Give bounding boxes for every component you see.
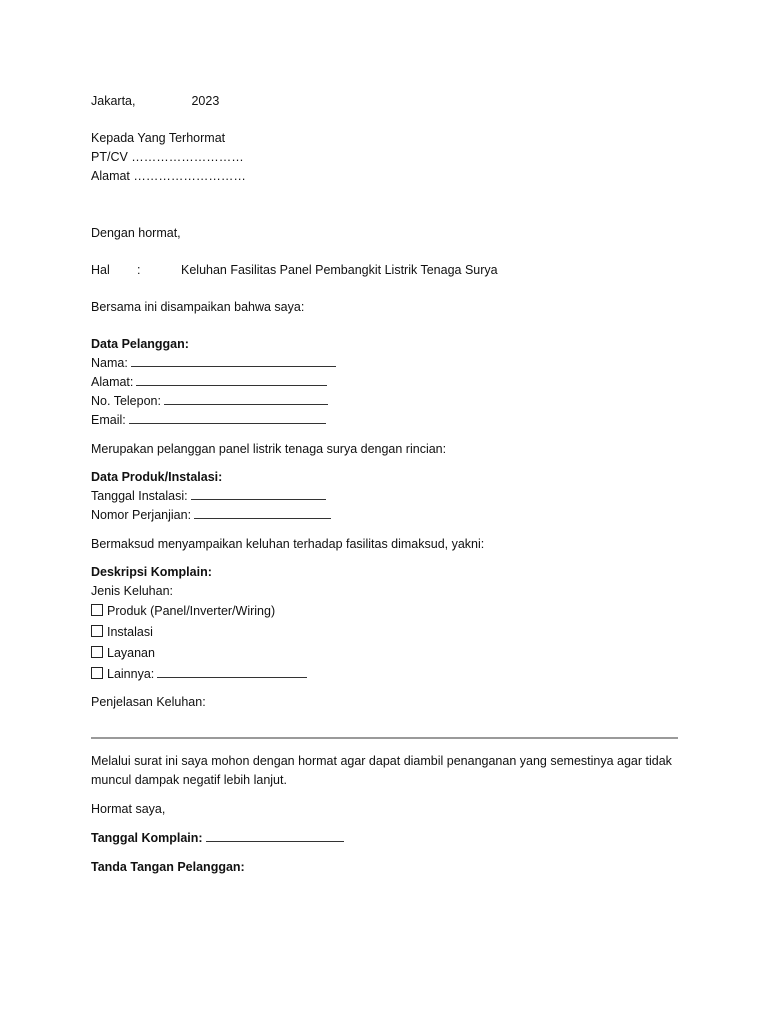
checkbox-icon[interactable] <box>91 667 103 679</box>
year: 2023 <box>191 94 220 108</box>
subject-text: Keluhan Fasilitas Panel Pembangkit Listrik Tenaga Surya <box>181 263 498 277</box>
subject-label: Hal <box>91 263 110 277</box>
opening-greeting: Dengan hormat, <box>91 226 181 240</box>
customer-statement: Merupakan pelanggan panel listrik tenaga surya dengan rincian: <box>91 442 447 456</box>
option-label: Layanan <box>107 646 155 660</box>
name-field[interactable] <box>131 354 336 367</box>
intro-text: Bersama ini disampaikan bahwa saya: <box>91 300 305 314</box>
email-field[interactable] <box>129 411 326 424</box>
contract-field[interactable] <box>194 506 331 519</box>
signature-label: Tanda Tangan Pelanggan: <box>91 860 245 874</box>
letter-closing <box>91 752 681 877</box>
option-label: Instalasi <box>107 625 153 639</box>
complaint-type-label: Jenis Keluhan: <box>91 584 174 598</box>
complaint-date-row <box>91 829 681 848</box>
address-field[interactable] <box>136 373 327 386</box>
explanation-label: Penjelasan Keluhan: <box>91 695 206 709</box>
option-service[interactable] <box>91 643 681 664</box>
checkbox-icon[interactable] <box>91 604 103 616</box>
letter-body <box>91 92 681 712</box>
complaint-heading: Deskripsi Komplain: <box>91 565 212 579</box>
email-label: Email: <box>91 413 126 427</box>
subject-line <box>91 261 681 280</box>
install-date-field[interactable] <box>191 487 326 500</box>
contract-number-row <box>91 506 681 525</box>
option-other[interactable] <box>91 664 681 685</box>
recipient-address: Alamat ……………………… <box>91 169 246 183</box>
complaint-date-label: Tanggal Komplain: <box>91 831 203 845</box>
option-product[interactable] <box>91 601 681 622</box>
install-date-row <box>91 487 681 506</box>
subject-colon: : <box>137 263 141 277</box>
customer-heading: Data Pelanggan: <box>91 337 189 351</box>
checkbox-icon[interactable] <box>91 646 103 658</box>
recipient-salutation: Kepada Yang Terhormat <box>91 131 226 145</box>
customer-phone-row <box>91 392 681 411</box>
address-label: Alamat: <box>91 375 134 389</box>
option-installation[interactable] <box>91 622 681 643</box>
closing-request: Melalui surat ini saya mohon dengan hormat agar dapat diambil penanganan yang semestinya agar tidak muncul dampak negatif lebih lanjut. <box>91 754 672 787</box>
date-line <box>91 92 681 111</box>
customer-email-row <box>91 411 681 430</box>
phone-field[interactable] <box>164 392 328 405</box>
option-label: Lainnya: <box>107 667 155 681</box>
customer-name-row <box>91 354 681 373</box>
regards: Hormat saya, <box>91 802 166 816</box>
customer-address-row <box>91 373 681 392</box>
other-field[interactable] <box>157 665 307 678</box>
recipient-company: PT/CV ……………………… <box>91 150 244 164</box>
product-heading: Data Produk/Instalasi: <box>91 470 223 484</box>
complaint-date-field[interactable] <box>206 829 344 842</box>
install-date-label: Tanggal Instalasi: <box>91 489 188 503</box>
city: Jakarta, <box>91 94 136 108</box>
phone-label: No. Telepon: <box>91 394 161 408</box>
complaint-intro: Bermaksud menyampaikan keluhan terhadap fasilitas dimaksud, yakni: <box>91 537 485 551</box>
divider <box>91 737 678 739</box>
name-label: Nama: <box>91 356 128 370</box>
option-label: Produk (Panel/Inverter/Wiring) <box>107 604 276 618</box>
contract-label: Nomor Perjanjian: <box>91 508 192 522</box>
checkbox-icon[interactable] <box>91 625 103 637</box>
